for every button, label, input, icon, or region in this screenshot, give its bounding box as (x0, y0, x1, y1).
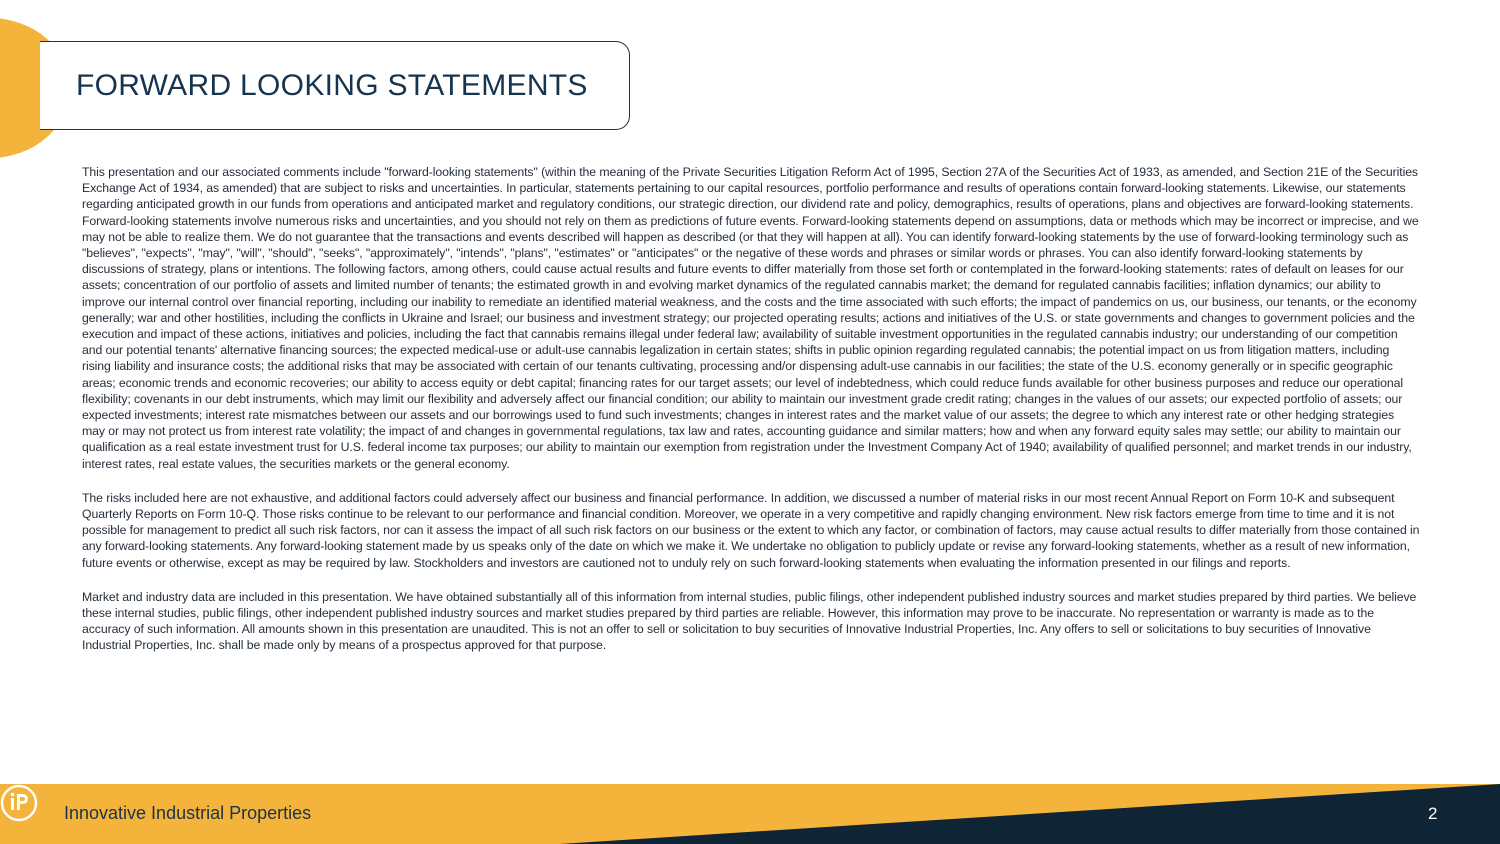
paragraph-market-data: Market and industry data are included in this presentation. We have obtained substantially all of this information from internal studies, public filings, other independent published industry sources and market studies prepared by third parties. We believe these internal studies, public filings, other independent published industry sources and market studies prepared by third parties are reliable. However, this information may prove to be inaccurate. No representation or warranty is made as to the accuracy of such information. All amounts shown in this presentation are unaudited. This is not an offer to sell or solicitation to buy securities of Innovative Industrial Properties, Inc. Any offers to sell or solicitations to buy securities of Innovative Industrial Properties, Inc. shall be made only by means of a prospectus approved for that purpose. (82, 589, 1417, 653)
iip-logo-icon (0, 784, 38, 822)
title-box (40, 41, 630, 130)
slide-title: FORWARD LOOKING STATEMENTS (76, 69, 588, 102)
page-number: 2 (1428, 804, 1438, 823)
paragraph-forward-looking: This presentation and our associated comments include "forward-looking statements" (within the meaning of the Private Securities Litigation Reform Act of 1995, Section 27A of the Securities Act of 1933, as amended, and Section 21E of the Securities Exchange Act of 1934, as amended) that are subject to risks and uncertainties. In particular, statements pertaining to our capital resources, portfolio performance and results of operations contain forward-looking statements. Likewise, our statements regarding anticipated growth in our funds from operations and anticipated market and regulatory conditions, our strategic direction, our dividend rate and policy, demographics, results of operations, plans and objectives are forward-looking statements. Forward-looking statements involve numerous risks and uncertainties, and you should not rely on them as predictions of future events. Forward-looking statements depend on assumptions, data or methods which may be incorrect or imprecise, and we may not be able to realize them. We do not guarantee that the transactions and events described will happen as described (or that they will happen at all). You can identify forward-looking statements by the use of forward-looking terminology such as "believes", "expects", "may", "will", "should", "seeks", "approximately", "intends", "plans", "estimates" or "anticipates" or the negative of these words and phrases or similar words or phrases. You can also identify forward-looking statements by discussions of strategy, plans or intentions. The following factors, among others, could cause actual results and future events to differ materially from those set forth or contemplated in the forward-looking statements: rates of default on leases for our assets; concentration of our portfolio of assets and limited number of tenants; the estimated growth in and evolving market dynamics of the regulated cannabis market; the demand for regulated cannabis facilities; inflation dynamics; our ability to improve our internal control over financial reporting, including our inability to remediate an identified material weakness, and the costs and the time associated with such efforts; the impact of pandemics on us, our business, our tenants, or the economy generally; war and other hostilities, including the conflicts in Ukraine and Israel; our business and investment strategy; our projected operating results; actions and initiatives of the U.S. or state governments and changes to government policies and the execution and impact of these actions, initiatives and policies, including the fact that cannabis remains illegal under federal law; availability of suitable investment opportunities in the regulated cannabis industry; our understanding of our competition and our potential tenants' alternative financing sources; the expected medical-use or adult-use cannabis legalization in certain states; shifts in public opinion regarding regulated cannabis; the potential impact on us from litigation matters, including rising liability and insurance costs; the additional risks that may be associated with certain of our tenants cultivating, processing and/or dispensing adult-use cannabis in our facilities; the state of the U.S. economy generally or in specific geographic areas; economic trends and economic recoveries; our ability to access equity or debt capital; financing rates for our target assets; our level of indebtedness, which could reduce funds available for other business purposes and reduce our operational flexibility; covenants in our debt instruments, which may limit our flexibility and adversely affect our financial condition; our ability to maintain our investment grade credit rating; changes in the values of our assets; our expected portfolio of assets; our expected investments; interest rate mismatches between our assets and our borrowings used to fund such investments; changes in interest rates and the market value of our assets; the degree to which any interest rate or other hedging strategies may or may not protect us from interest rate volatility; the impact of and changes in governmental regulations, tax law and rates, accounting guidance and similar matters; how and when any forward equity sales may settle; our ability to maintain our qualification as a real estate investment trust for U.S. federal income tax purposes; our ability to maintain our exemption from registration under the Investment Company Act of 1940; availability of qualified personnel; and market trends in our industry, interest rates, real estate values, the securities markets or the general economy. (82, 165, 1419, 471)
disclaimer-body (82, 164, 1420, 672)
paragraph-risks: The risks included here are not exhaustive, and additional factors could adversely affect our business and financial performance. In addition, we discussed a number of material risks in our most recent Annual Report on Form 10-K and subsequent Quarterly Reports on Form 10-Q. Those risks continue to be relevant to our performance and financial condition. Moreover, we operate in a very competitive and rapidly changing environment. New risk factors emerge from time to time and it is not possible for management to predict all such risk factors, nor can it assess the impact of all such risk factors on our business or the extent to which any factor, or combination of factors, may cause actual results to differ materially from those contained in any forward-looking statements. Any forward-looking statement made by us speaks only of the date on which we make it. We undertake no obligation to publicly update or revise any forward-looking statements, whether as a result of new information, future events or otherwise, except as may be required by law. Stockholders and investors are cautioned not to unduly rely on such forward-looking statements when evaluating the information presented in our filings and reports. (82, 490, 1420, 570)
footer (0, 784, 1500, 844)
footer-company-name: Innovative Industrial Properties (64, 803, 312, 823)
